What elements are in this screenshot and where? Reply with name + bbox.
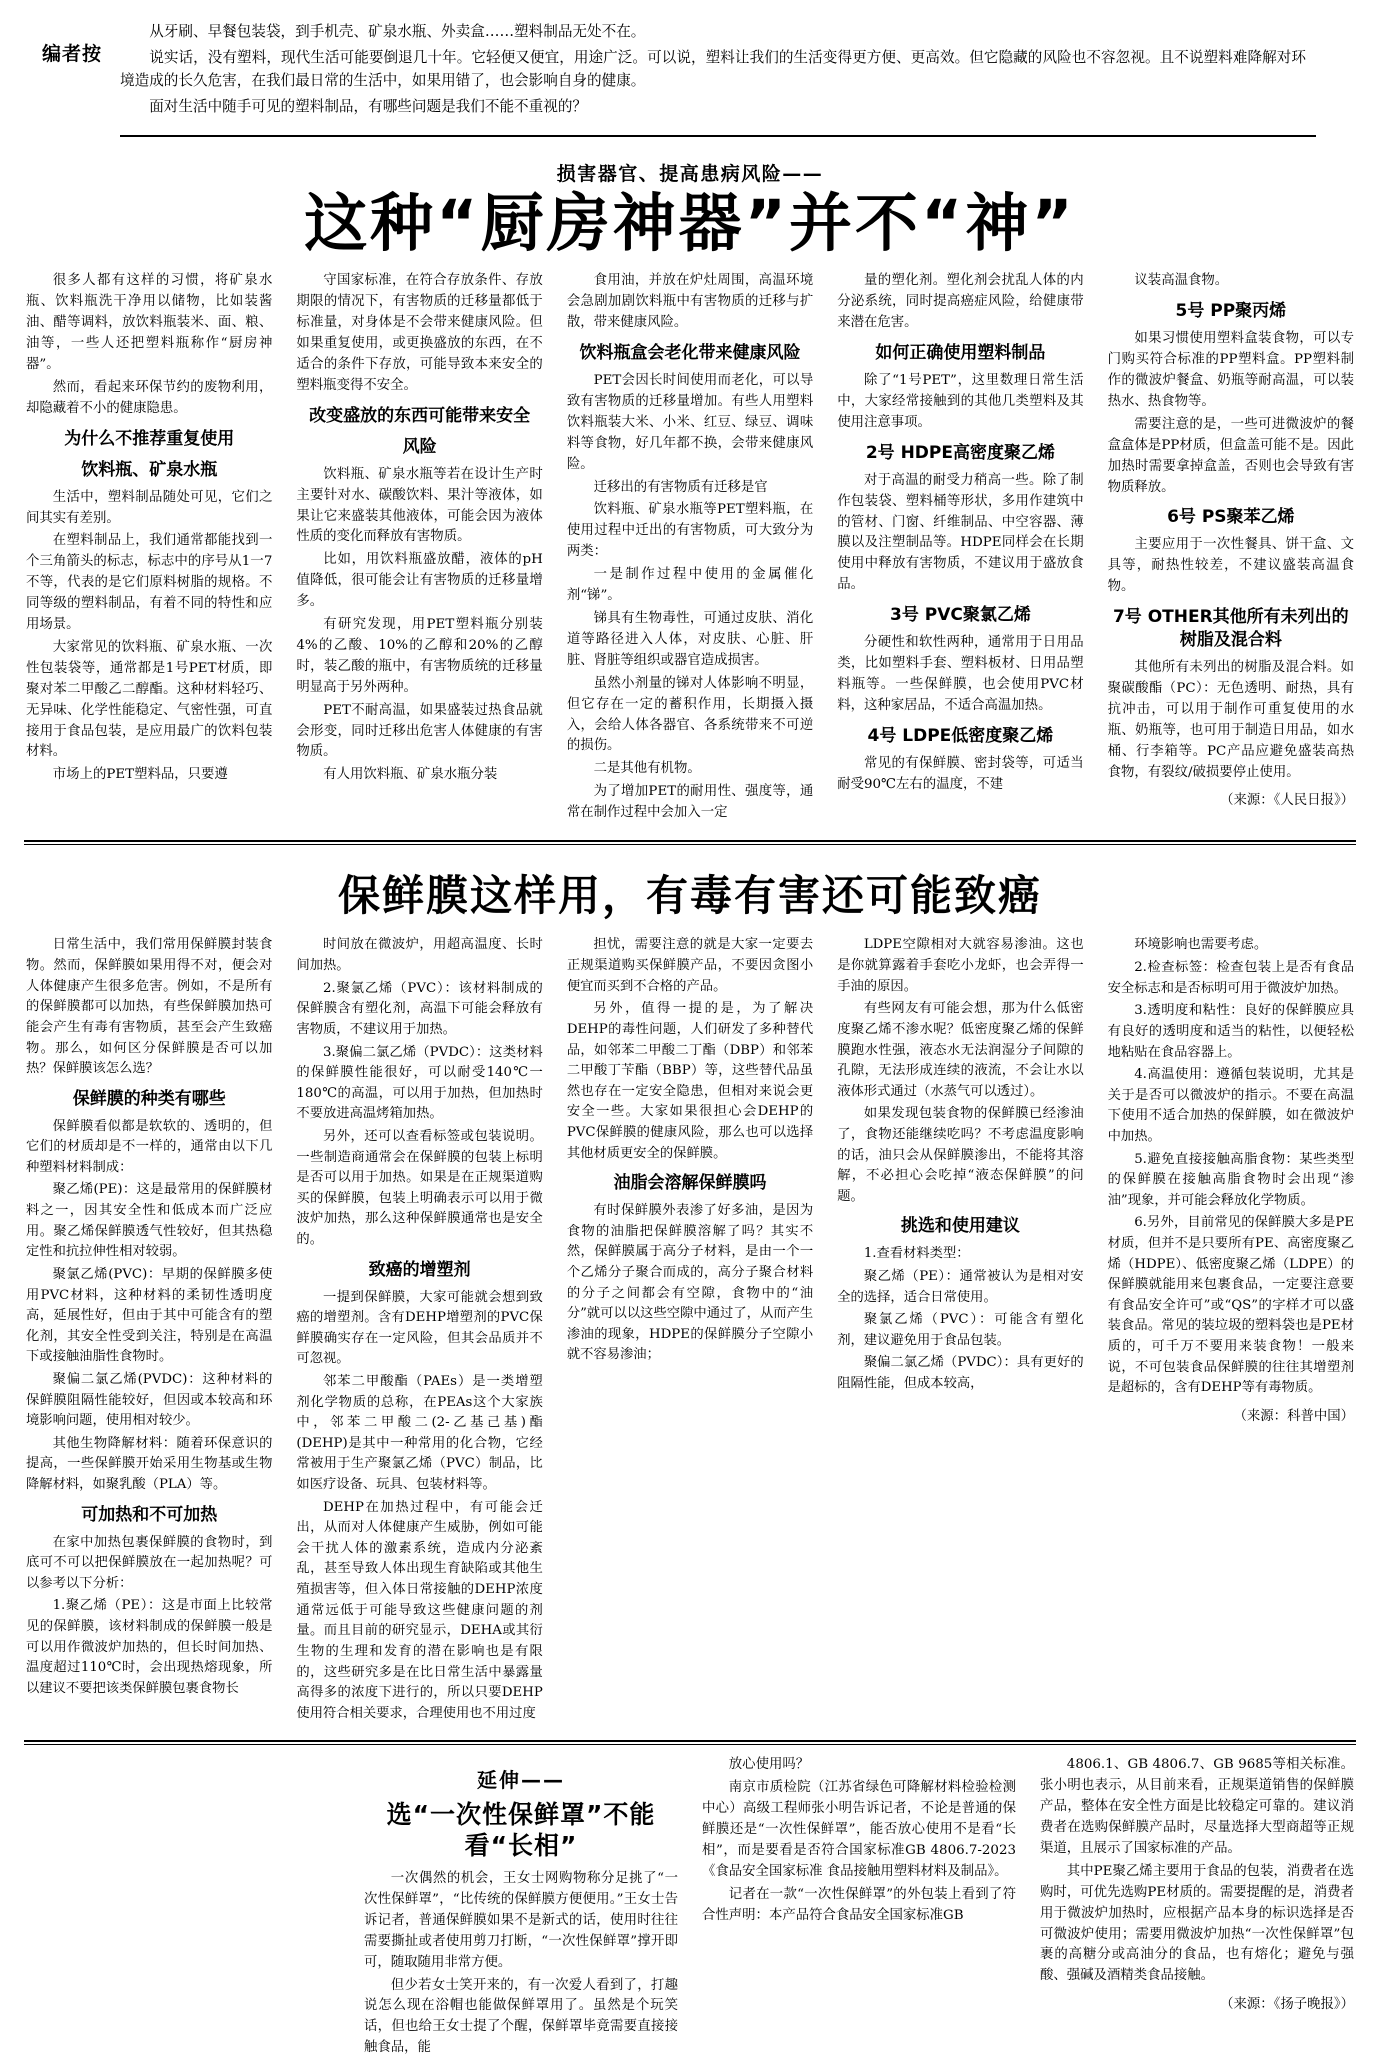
paragraph: 有些网友有可能会想，那为什么低密度聚乙烯不渗水呢？低密度聚乙烯的保鲜膜跑水性强，液态水无法润湿分子间隙的孔隙，无法形成连续的液流，不会让水以液体形式通过（水蒸气可以透过）。	[837, 1001, 1084, 1099]
article2-column-3	[555, 935, 825, 1726]
plastic-code-heading: 5号 PP聚丙烯	[1175, 301, 1287, 322]
section-heading: 挑选和使用建议	[900, 1216, 1020, 1237]
article-disposable-cover	[24, 1745, 1356, 2061]
paragraph: 生活中，塑料制品随处可见，它们之间其实有差别。	[26, 489, 273, 526]
paragraph: 但少若女士笑开来的，有一次爱人看到了，打趣说怎么现在浴帽也能做保鲜罩用了。虽然是个玩笑话，但也给王女士提了个醒，保鲜罩毕竟需要直接接触食品，能	[364, 1977, 678, 2056]
paragraph: 记者在一款“一次性保鲜罩”的外包装上看到了符合性声明：本产品符合食品安全国家标准GB	[702, 1886, 1016, 1923]
plastic-code-heading: 3号 PVC聚氯乙烯	[890, 605, 1031, 626]
paragraph: 议装高温食物。	[1134, 273, 1229, 289]
editor-note	[24, 14, 1356, 131]
editor-note-paragraph: 说实话，没有塑料，现代生活可能要倒退几十年。它轻便又便宜，用途广泛。可以说，塑料让我们的生活变得更方便、更高效。但它隐藏的风险也不容忽视。且不说塑料难降解对环境造成的长久危害，在我们最日常的生活中，如果用错了，也会影响自身的健康。	[120, 48, 1306, 90]
paragraph: 常见的有保鲜膜、密封袋等，可适当耐受90℃左右的温度，不建	[837, 755, 1084, 792]
paragraph: 需要注意的是，一些可进微波炉的餐盒盒体是PP材质，但盒盖可能不是。因此加热时需要拿掉盒盖，否则也会导致有害物质释放。	[1107, 416, 1355, 495]
article2-column-1	[24, 935, 284, 1726]
section-heading: 油脂会溶解保鲜膜吗	[613, 1173, 767, 1194]
section-heading: 饮料瓶、矿泉水瓶	[81, 459, 218, 480]
paragraph: 对于高温的耐受力稍高一些。除了制作包装袋、塑料桶等形状，多用作建筑中的管材、门窗、纤维制品、中空容器、薄膜以及注塑制品等。HDPE同样会在长期使用中释放有害物质，不建议用于盛放食品。	[837, 472, 1084, 593]
paragraph: 时间放在微波炉，用超高温度、长时间加热。	[296, 937, 543, 974]
editor-note-paragraph: 从牙刷、早餐包装袋，到手机壳、矿泉水瓶、外卖盒……塑料制品无处不在。	[149, 23, 646, 40]
paragraph: 锑具有生物毒性，可通过皮肤、消化道等路径进入人体，对皮肤、心脏、肝脏、肾脏等组织或器官造成损害。	[566, 611, 814, 668]
article-cling-film	[24, 845, 1356, 1726]
article3-headline: 选“一次性保鲜罩”不能看“长相”	[386, 1799, 656, 1860]
paragraph: 4806.1、GB 4806.7、GB 9685等相关标准。张小明也表示，从目前来看，正规渠道销售的保鲜膜产品，整体在安全性方面是比较稳定可靠的。建议消费者在选购保鲜膜产品时，尽量选择大型商超等正规渠道，且展示了国家标准的产品。	[1040, 1757, 1354, 1856]
article1-column-3	[555, 271, 825, 826]
paragraph: 有研究发现，用PET塑料瓶分别装4%的乙酸、10%的乙醇和20%的乙醇时，装乙酸的瓶中，有害物质统的迁移量明显高于另外两种。	[296, 617, 543, 695]
section-heading: 保鲜膜的种类有哪些	[72, 1088, 226, 1109]
article2-columns	[24, 935, 1356, 1726]
paragraph: 6.另外，目前常见的保鲜膜大多是PE材质，但并不是只要所有PE、高密度聚乙烯（HDPE）、低密度聚乙烯（LDPE）的保鲜膜就能用来包裹食品，一定要注意要有食品安全许可”或“QS”的字样才可以盛装食品。常见的装垃圾的塑料袋也是PE材质的，可千万不要用来装食物！一般来说，不可包装食品保鲜膜的往往其增塑剂是超标的，含有DEHP等有毒物质。	[1107, 1215, 1355, 1396]
paragraph: 分硬性和软性两种，通常用于日用品类，比如塑料手套、塑料板材、日用品塑料瓶等。一些保鲜膜，也会使用PVC材料，这种家居品，不适合高温加热。	[837, 635, 1084, 713]
paragraph: 在家中加热包裹保鲜膜的食物时，到底可不可以把保鲜膜放在一起加热呢？可以参考以下分析：	[26, 1534, 273, 1591]
article1-columns	[24, 271, 1356, 826]
paragraph: 量的塑化剂。塑化剂会扰乱人体的内分泌系统，同时提高癌症风险，给健康带来潜在危害。	[837, 273, 1084, 331]
paragraph: 一次偶然的机会，王女士网购物称分足挑了“一次性保鲜罩”，“比传统的保鲜膜方便便用。”王女士告诉记者，普通保鲜膜如果不是新式的话，使用时往往需要撕扯或者使用剪刀打断，“一次性保鲜罩”撑开即可，随取随用非常方便。	[364, 1871, 678, 1970]
section-heading: 饮料瓶盒会老化带来健康风险	[579, 343, 801, 364]
paragraph: 有时保鲜膜外表渗了好多油，是因为食物的油脂把保鲜膜溶解了吗？其实不然，保鲜膜属于高分子材料，是由一个一个乙烯分子聚合而成的，高分子聚合材料的分子之间都会有空隙，食物中的“油分”就可以以这些空隙中通过了，从而产生渗油的现象，HDPE的保鲜膜分子空隙小就不容易渗油；	[566, 1203, 814, 1363]
paragraph: 食用油，并放在炉灶周围，高温环境会急剧加剧饮料瓶中有害物质的迁移与扩散，带来健康风险。	[566, 273, 814, 331]
paragraph: 担忧，需要注意的就是大家一定要去正规渠道购买保鲜膜产品，不要因贪图小便宜而买到不合格的产品。	[566, 937, 814, 994]
article2-column-5	[1096, 935, 1356, 1726]
paragraph: 饮料瓶、矿泉水瓶等PET塑料瓶，在使用过程中迁出的有害物质，可大致分为两类：	[566, 502, 814, 560]
article1-column-5	[1096, 271, 1356, 826]
article-divider-1	[24, 840, 1356, 842]
paragraph: 很多人都有这样的习惯，将矿泉水瓶、饮料瓶洗干净用以储物，比如装酱油、醋等调料，放饮料瓶装米、面、粮、油等，一些人还把塑料瓶称作“厨房神器”。	[26, 273, 273, 372]
article3-column-3	[1028, 1755, 1356, 2061]
paragraph: 5.避免直接接触高脂食物：某些类型的保鲜膜在接触高脂食物时会出现“渗油”现象，并可能会释放化学物质。	[1107, 1151, 1355, 1208]
article1-column-1	[24, 271, 284, 826]
article3-source: （来源：《扬子晚报》）	[1220, 1997, 1354, 2013]
editor-note-paragraph: 面对生活中随手可见的塑料制品，有哪些问题是我们不能不重视的？	[149, 97, 588, 115]
paragraph: 主要应用于一次性餐具、饼干盒、文具等，耐热性较差，不建议盛装高温食物。	[1107, 537, 1355, 595]
paragraph: 另外，还可以查看标签或包装说明。一些制造商通常会在保鲜膜的包装上标明是否可以用于加热。如果是在正规渠道购买的保鲜膜，包装上明确表示可以用于微波炉加热，那么这种保鲜膜通常也是安全的。	[296, 1128, 543, 1247]
paragraph: 3.透明度和粘性：良好的保鲜膜应具有良好的透明度和适当的粘性，以便轻松地粘贴在食品容器上。	[1107, 1003, 1355, 1060]
paragraph: 有人用饮料瓶、矿泉水瓶分装	[323, 767, 498, 783]
article3-spacer-left	[24, 1755, 352, 2061]
paragraph: 饮料瓶、矿泉水瓶等若在设计生产时主要针对水、碳酸饮料、果汁等液体，如果让它来盛装其他液体，可能会因为液体性质的变化而释放有害物质。	[296, 466, 543, 545]
paragraph: 一是制作过程中使用的金属催化剂“锑”。	[566, 567, 814, 604]
paragraph: 如果习惯使用塑料盒装食物，可以专门购买符合标准的PP塑料盒。PP塑料制作的微波炉餐盒、奶瓶等耐高温，可以装热水、热食物等。	[1107, 331, 1355, 409]
paragraph: 在塑料制品上，我们通常都能找到一个三角箭头的标志，标志中的序号从1一7不等，代表的是它们原料树脂的规格。不同等级的塑料制品，有着不同的特性和应用场景。	[26, 533, 273, 633]
paragraph: 市场上的PET塑料品，只要遵	[52, 767, 228, 783]
article1-source: （来源：《人民日报》）	[1220, 793, 1355, 809]
article1-headline: 这种“厨房神器”并不“神”	[304, 186, 1076, 260]
article2-column-2	[284, 935, 554, 1726]
paragraph: 为了增加PET的耐用性、强度等，通常在制作过程中会加入一定	[566, 784, 814, 821]
paragraph: 聚乙烯(PE)：这是最常用的保鲜膜材料之一，因其安全性和低成本而广泛应用。聚乙烯保鲜膜透气性较好，但其热稳定性和抗拉伸性相对较弱。	[26, 1182, 273, 1260]
paragraph: 一提到保鲜膜，大家可能就会想到致癌的增塑剂。含有DEHP增塑剂的PVC保鲜膜确实存在一定风险，但其会品质并不可忽视。	[296, 1289, 543, 1367]
article3-column-1	[352, 1755, 690, 2061]
paragraph: 放心使用吗？	[728, 1757, 810, 1773]
paragraph: 比如，用饮料瓶盛放醋，液体的pH值降低，很可能会让有害物质的迁移量增多。	[296, 552, 543, 610]
article1-column-4	[825, 271, 1095, 826]
paragraph: 除了“1号PET”，这里数理日常生活中，大家经常接触到的其他几类塑料及其使用注意事项。	[837, 373, 1084, 430]
article2-column-4	[825, 935, 1095, 1726]
paragraph: 2.聚氯乙烯（PVC）：该材料制成的保鲜膜含有塑化剂，高温下可能会释放有害物质，不建议用于加热。	[296, 980, 543, 1037]
paragraph: DEHP在加热过程中，有可能会迁出，从而对人体健康产生威胁，例如可能会干扰人体的激素系统，造成内分泌紊乱，甚至导致人体出现生育缺陷或其他生殖损害等，但入体日常接触的DEHP浓度通常远低于可能导致这些健康问题的剂量。而且目前的研究显示，DEHA或其衍生物的生理和发育的潜在影响也是有限的，这些研究多是在比日常生活中暴露量高得多的浓度下进行的，所以只要DEHP使用符合相关要求，合理使用也不用过度	[296, 1499, 543, 1721]
paragraph: 大家常见的饮料瓶、矿泉水瓶、一次性包装袋等，通常都是1号PET材质，即聚对苯二甲酸乙二醇酯。这种材料轻巧、无异味、化学性能稳定、气密性强，可直接用于食品包装，是应用最广的饮料包装材料。	[26, 639, 273, 760]
section-heading: 可加热和不可加热	[81, 1504, 218, 1525]
paragraph: 另外，值得一提的是，为了解决DEHP的毒性问题，人们研发了多种替代品，如邻苯二甲酸二丁酯（DBP）和邻苯二甲酸丁苄酯（BBP）等，这些替代品虽然也存在一定安全隐患，但相对来说会更安全一些。大家如果很担心会DEHP的PVC保鲜膜的健康风险，那么也可以选择其他材质更安全的保鲜膜。	[566, 1001, 814, 1161]
article-divider-2	[24, 1740, 1356, 1742]
paragraph: 聚氯乙烯（PVC）：可能含有塑化剂，建议避免用于食品包装。	[837, 1312, 1084, 1348]
section-heading: 风险	[402, 436, 437, 457]
paragraph: 日常生活中，我们常用保鲜膜封装食物。然而，保鲜膜如果用得不对，便会对人体健康产生很多危害。例如，不是所有的保鲜膜都可以加热，有些保鲜膜加热可能会产生有毒有害物质，甚至会产生致癌物。那么，如何区分保鲜膜是否可以加热？保鲜膜该怎么选？	[26, 937, 273, 1077]
paragraph: 4.高温使用：遵循包装说明，尤其是关于是否可以微波炉的指示。不要在高温下使用不适合加热的保鲜膜，如在微波炉中加热。	[1107, 1067, 1355, 1144]
paragraph: 2.检查标签：检查包装上是否有食品安全标志和是否标明可用于微波炉加热。	[1107, 960, 1355, 996]
plastic-code-heading: 4号 LDPE低密度聚乙烯	[867, 725, 1054, 746]
article2-headline: 保鲜膜这样用，有毒有害还可能致癌	[337, 871, 1042, 921]
paragraph: LDPE空隙相对大就容易渗油。这也是你就算露着手套吃小龙虾，也会弄得一手油的原因。	[837, 937, 1084, 994]
article1-kicker: 损害器官、提高患病风险——	[556, 162, 824, 185]
section-heading: 致癌的增塑剂	[368, 1259, 471, 1280]
article1-column-2	[284, 271, 554, 826]
paragraph: 然而，看起来环保节约的废物利用，却隐藏着不小的健康隐患。	[26, 379, 273, 416]
editor-note-body	[120, 20, 1356, 121]
article3-ext-label: 延伸——	[477, 1768, 565, 1793]
paragraph: 1.聚乙烯（PE）：这是市面上比较常见的保鲜膜，该材料制成的保鲜膜一般是可以用作微波炉加热的，但长时间加热、温度超过110℃时，会出现热熔现象，所以建议不要把该类保鲜膜包裹食物长	[26, 1598, 273, 1696]
paragraph: 守国家标准，在符合存放条件、存放期限的情况下，有害物质的迁移量都低于标准量，对身体是不会带来健康风险。但如果重复使用，或更换盛放的东西，在不适合的条件下存放，可能导致本来安全的塑料瓶变得不安全。	[296, 273, 543, 393]
plastic-code-heading: 2号 HDPE高密度聚乙烯	[865, 442, 1055, 463]
paragraph: PET会因长时间使用而老化，可以导致有害物质的迁移量增加。有些人用塑料饮料瓶装大米、小米、红豆、绿豆、调味料等食物，好几年都不换，会带来健康风险。	[566, 373, 814, 472]
paragraph: 邻苯二甲酸酯（PAEs）是一类增塑剂化学物质的总称，在PEAs这个大家族中，邻苯二甲酸二(2-乙基己基)酯(DEHP)是其中一种常用的化合物，它经常被用于生产聚氯乙烯（PVC）制品，比如医疗设备、玩具、包装材料等。	[296, 1373, 543, 1493]
article-plastic-bottles	[24, 137, 1356, 827]
paragraph: 聚偏二氯乙烯(PVDC)：这种材料的保鲜膜阻隔性能较好，但因或本较高和环境影响问题，使用相对较少。	[26, 1371, 273, 1429]
section-heading: 为什么不推荐重复使用	[64, 428, 235, 449]
paragraph: 保鲜膜看似都是软软的、透明的，但它们的材质却是不一样的，通常由以下几种塑料材料制成：	[26, 1118, 273, 1175]
paragraph: 环境影响也需要考虑。	[1134, 937, 1268, 953]
paragraph: 其他所有未列出的树脂及混合料。如聚碳酸酯（PC）：无色透明、耐热，具有抗冲击，可以用于制作可重复使用的水瓶、奶瓶等，也可用于制造日用品，如水桶、行李箱等。PC产品应避免盛装高热食物，有裂纹/破损要停止使用。	[1107, 660, 1355, 780]
paragraph: 聚乙烯（PE）：通常被认为是相对安全的选择，适合日常使用。	[837, 1268, 1084, 1305]
paragraph: 南京市质检院（江苏省绿色可降解材料检验检测中心）高级工程师张小明告诉记者，不论是普通的保鲜膜还是“一次性保鲜罩”，能否放心使用不是看“长相”，而是要看是否符合国家标准GB 4806.7-2023《食品安全国家标准 食品接触用塑料材料及制品》。	[702, 1780, 1016, 1879]
paragraph: 二是其他有机物。	[593, 761, 701, 777]
paragraph: 聚偏二氯乙烯（PVDC）：具有更好的阻隔性能，但成本较高，	[837, 1355, 1084, 1391]
paragraph: 如果发现包装食物的保鲜膜已经渗油了，食物还能继续吃吗？不考虑温度影响的话，油只会从保鲜膜渗出，不能将其溶解，不必担心会吃掉“液态保鲜膜”的问题。	[837, 1106, 1084, 1204]
editor-note-tag: 编者按	[41, 43, 102, 65]
article3-columns	[24, 1755, 1356, 2061]
paragraph: 聚氯乙烯(PVC)：早期的保鲜膜多使用PVC材料，这种材料的柔韧性透明度高，延展性好，但由于其中可能含有的塑化剂，其安全性受到关注，特别是在高温下或接触油脂性食物时。	[26, 1266, 273, 1365]
section-heading: 改变盛放的东西可能带来安全	[309, 405, 531, 426]
article2-source: （来源：科普中国）	[1233, 1408, 1355, 1424]
plastic-code-heading: 6号 PS聚苯乙烯	[1167, 507, 1295, 528]
article3-column-2	[690, 1755, 1028, 2061]
section-heading: 如何正确使用塑料制品	[875, 343, 1046, 364]
paragraph: 迁移出的有害物质有迁移是官	[593, 479, 768, 495]
paragraph: 虽然小剂量的锑对人体影响不明显，但它存在一定的蓄积作用，长期摄入摄入，会给人体各器官、各系统带来不可逆的损伤。	[566, 675, 814, 754]
plastic-code-heading: 7号 OTHER其他所有未列出的树脂及混合料	[1112, 607, 1349, 651]
paragraph: PET不耐高温，如果盛装过热食品就会形变，同时迁移出危害人体健康的有害物质。	[296, 702, 543, 760]
paragraph: 其他生物降解材料：随着环保意识的提高，一些保鲜膜开始采用生物基或生物降解材料，如聚乳酸（PLA）等。	[26, 1435, 273, 1493]
paragraph: 3.聚偏二氯乙烯（PVDC）：这类材料的保鲜膜性能很好，可以耐受140℃一180℃的高温，可以用于加热，但加热时不要放进高温烤箱加热。	[296, 1044, 543, 1122]
paragraph: 1.查看材料类型：	[863, 1246, 970, 1262]
paragraph: 其中PE聚乙烯主要用于食品的包装，消费者在选购时，可优先选购PE材质的。需要提醒的是，消费者用于微波炉加热时，应根据产品本身的标识选择是否可微波炉使用；需要用微波炉加热“一次性保鲜罩”包裹的高糖分或高油分的食品，也有熔化；避免与强酸、强碱及酒精类食品接触。	[1040, 1863, 1354, 1984]
